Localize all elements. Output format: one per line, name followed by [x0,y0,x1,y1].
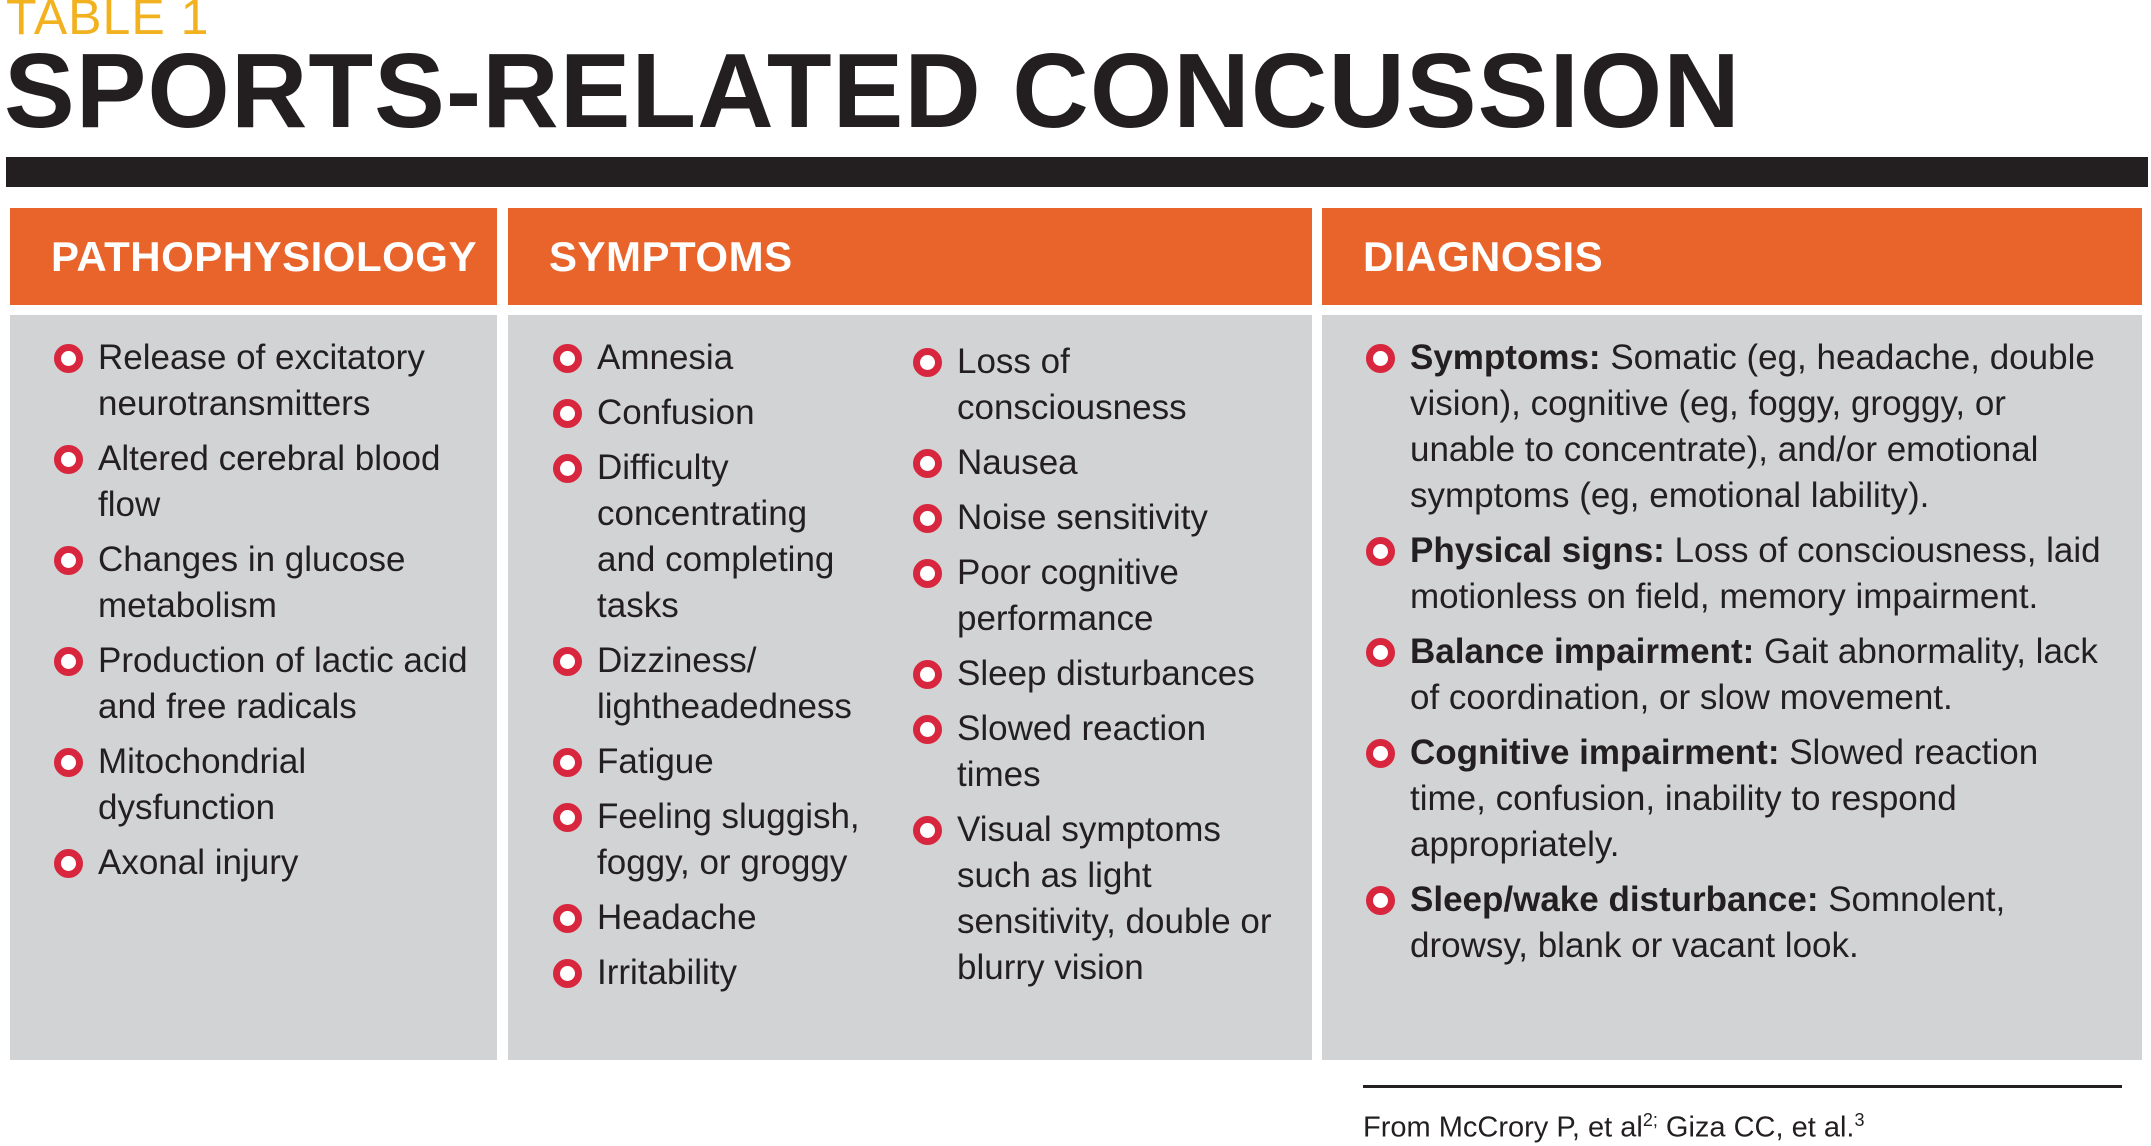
pathophysiology-body [10,315,497,1060]
bullet-icon [54,647,83,676]
bullet-icon [54,344,83,373]
list-item: Amnesia [553,335,873,381]
bullet-icon [553,748,582,777]
bullet-icon [54,445,83,474]
list-item: Symptoms: Somatic (eg, headache, double vision), cognitive (eg, foggy, groggy, or unable to concentrate), and/or emotional symptoms (eg, emotional lability). [1366,335,2106,519]
bullet-icon [1366,886,1395,915]
bullet-icon [913,559,942,588]
title-rule [6,157,2148,187]
bullet-icon [553,647,582,676]
bullet-icon [553,803,582,832]
symptoms-column [508,208,1312,1060]
bullet-icon [913,715,942,744]
list-item: Loss of consciousness [913,339,1273,431]
diagnosis-column [1322,208,2142,1144]
list-item: Production of lactic acid and free radicals [54,638,474,730]
symptoms-list-right [913,339,1273,1000]
symptoms-body [508,315,1312,1060]
symptoms-list-left [553,335,873,1005]
list-item: Axonal injury [54,840,474,886]
bullet-icon [1366,537,1395,566]
list-item: Sleep disturbances [913,651,1273,697]
list-item: Noise sensitivity [913,495,1273,541]
pathophysiology-heading: PATHOPHYSIOLOGY [51,232,477,280]
list-item: Slowed reaction times [913,706,1273,798]
list-item: Poor cognitive performance [913,550,1273,642]
table-label: TABLE 1 [6,0,210,45]
list-item: Difficulty concentrating and completing tasks [553,445,873,629]
source-footnote: From McCrory P, et $al^{2;}$ Giza CC, et al.$^3$ [1363,1085,2122,1146]
bullet-icon [1366,344,1395,373]
bullet-icon [553,959,582,988]
list-item: Confusion [553,390,873,436]
list-item: Release of excitatory neurotransmitters [54,335,474,427]
pathophysiology-list [54,335,474,895]
bullet-icon [1366,739,1395,768]
list-item: Irritability [553,950,873,996]
list-item: Feeling sluggish, foggy, or groggy [553,794,873,886]
bullet-icon [553,904,582,933]
page-title: SPORTS-RELATED CONCUSSION [4,32,1741,150]
bullet-icon [913,504,942,533]
list-item: Mitochondrial dysfunction [54,739,474,831]
bullet-icon [54,849,83,878]
list-item: Nausea [913,440,1273,486]
bullet-icon [913,816,942,845]
bullet-icon [1366,638,1395,667]
bullet-icon [54,546,83,575]
list-item: Visual symptoms such as light sensitivity, double or blurry vision [913,807,1273,991]
bullet-icon [913,348,942,377]
diagnosis-list [1366,335,2106,978]
bullet-icon [553,344,582,373]
bullet-icon [553,454,582,483]
list-item: Headache [553,895,873,941]
bullet-icon [54,748,83,777]
symptoms-heading: SYMPTOMS [549,232,793,280]
list-item: Changes in glucose metabolism [54,537,474,629]
bullet-icon [913,449,942,478]
list-item: Altered cerebral blood flow [54,436,474,528]
list-item: Sleep/wake disturbance: Somnolent, drowsy, blank or vacant look. [1366,877,2106,969]
list-item: Dizziness/ lightheadedness [553,638,873,730]
list-item: Balance impairment: Gait abnormality, lack of coordination, or slow movement. [1366,629,2106,721]
list-item: Cognitive impairment: Slowed reaction time, confusion, inability to respond appropriately. [1366,730,2106,868]
symptoms-header [508,208,1312,305]
pathophysiology-column [10,208,497,1060]
diagnosis-header [1322,208,2142,305]
bullet-icon [913,660,942,689]
list-item: Fatigue [553,739,873,785]
bullet-icon [553,399,582,428]
pathophysiology-header [10,208,497,305]
list-item: Physical signs: Loss of consciousness, laid motionless on field, memory impairment. [1366,528,2106,620]
diagnosis-body [1322,315,2142,1144]
diagnosis-heading: DIAGNOSIS [1363,232,1604,280]
